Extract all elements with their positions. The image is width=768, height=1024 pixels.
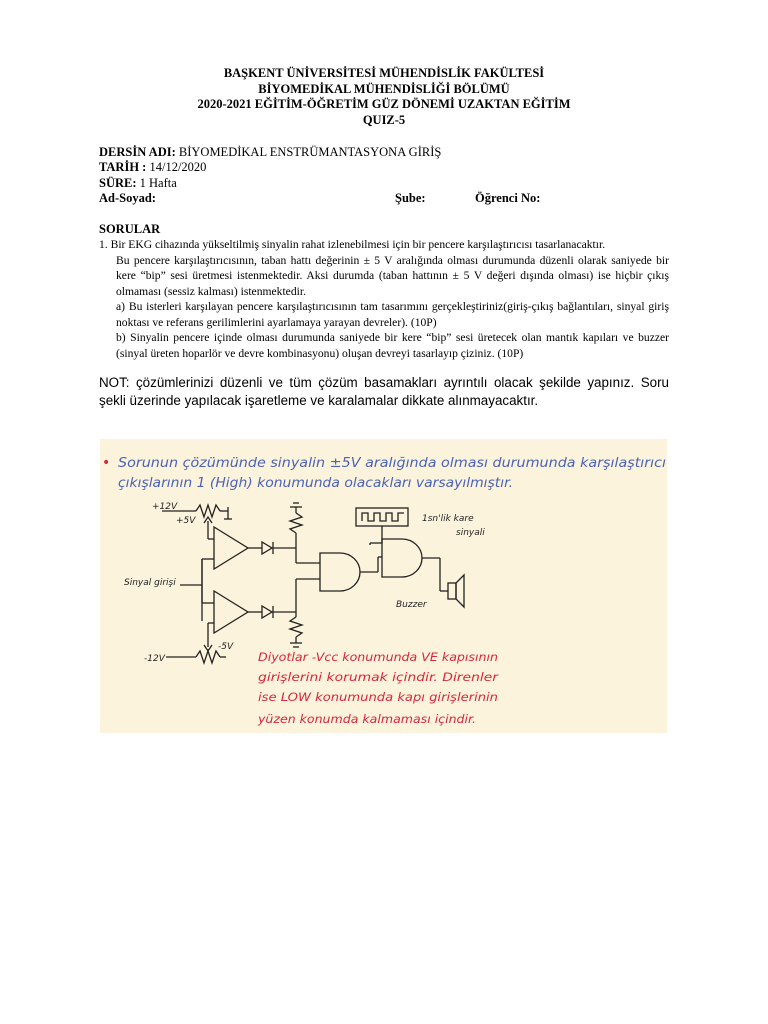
pulldown-resistor-upper: [290, 513, 302, 533]
answer-red-line-4: yüzen konumda kalmaması içindir.: [256, 712, 476, 726]
pulldown-resistor-lower: [290, 617, 302, 637]
answer-blue-line-1: Sorunun çözümünde sinyalin ±5V aralığında olması durumunda karşılaştırıcı: [118, 456, 667, 471]
label-square-wave-2: sinyali: [456, 528, 485, 538]
branch-label: Şube:: [395, 191, 426, 205]
header-quiz-title: QUIZ-5: [362, 112, 406, 127]
instructions-note: NOT: çözümlerinizi düzenli ve tüm çözüm basamakları ayrıntılı olacak şekilde yapınız. Soru şekli üzerinde yapılacak işaretleme ve karalamalar dikkate alınmayacaktır.: [99, 375, 669, 408]
and-gate-2: [382, 539, 422, 577]
course-value: BİYOMEDİKAL ENSTRÜMANTASYONA GİRİŞ: [175, 145, 442, 159]
answer-red-line-2: girişlerini korumak içindir. Direnler: [258, 670, 500, 684]
and-gate-1: [320, 553, 360, 591]
answer-bullet: •: [102, 455, 111, 471]
label-pos-12v: +12V: [152, 502, 178, 512]
buzzer-body: [448, 583, 456, 599]
neg-pot-resistor: [196, 651, 220, 663]
question-1-body: Bu pencere karşılaştırıcısının, taban hattı değerinin ± 5 V aralığında olması durumunda düzenli olarak saniyede bir kere “bip” sesi üretmesi istenmektedir. Aksi durumda (taban hattının ± 5 V değeri dışında olması) ise hiçbir çıkış olmaması (sessiz kalması) istenmektedir.: [116, 253, 669, 298]
student-no-label: Öğrenci No:: [475, 191, 541, 205]
question-1-intro: 1. Bir EKG cihazında yükseltilmiş sinyalin rahat izlenebilmesi için bir pencere karşılaştırıcısı tasarlanacaktır.: [99, 238, 606, 251]
square-wave-generator: [356, 508, 408, 526]
answer-red-line-1: Diyotlar -Vcc konumunda VE kapısının: [258, 650, 498, 664]
questions-heading: SORULAR: [99, 222, 161, 236]
document-header: [0, 66, 768, 128]
answer-red-line-3: ise LOW konumunda kapı girişlerinin: [258, 690, 498, 704]
duration-label: SÜRE:: [99, 175, 137, 190]
label-neg-12v: -12V: [144, 654, 165, 664]
label-square-wave: 1sn'lik kare: [422, 514, 474, 524]
label-signal-input: Sinyal girişi: [124, 578, 176, 588]
date-row: [99, 160, 441, 175]
exam-meta: [99, 145, 441, 191]
buzzer-cone: [456, 575, 464, 607]
header-department: BİYOMEDİKAL MÜHENDİSLİĞİ BÖLÜMÜ: [258, 81, 510, 96]
square-wave-symbol: [362, 513, 404, 521]
circuit-diagram: [162, 503, 464, 663]
label-pos-5v: +5V: [176, 516, 196, 526]
duration-row: [99, 176, 441, 191]
answer-drawing: [100, 439, 667, 733]
pos-pot-resistor: [196, 505, 220, 517]
question-1a: a) Bu isterleri karşılayan pencere karşılaştırıcısının tam tasarımını gerçekleştiriniz(giriş-çıkış bağlantıları, sinyal giriş noktası ve referans gerilimlerini ayarlamaya yarayan devreler). (10P): [116, 300, 669, 329]
label-buzzer: Buzzer: [396, 600, 427, 610]
diode-upper: [262, 542, 272, 554]
date-value: 14/12/2020: [146, 160, 207, 175]
course-label: DERSİN ADI:: [99, 145, 176, 159]
question-1b: b) Sinyalin pencere içinde olması durumunda saniyede bir kere “bip” sesi üretecek olan mantık kapıları ve buzzer (sinyal üreten hoparlör ve devre kombinasyonu) oluşan devreyi tasarlayıp çiziniz. (10P): [116, 331, 669, 360]
header-term: 2020-2021 EĞİTİM-ÖĞRETİM GÜZ DÖNEMİ UZAKTAN EĞİTİM: [197, 97, 571, 111]
diode-lower: [262, 606, 272, 618]
date-label: TARİH :: [99, 160, 147, 175]
label-neg-5v: -5V: [218, 642, 234, 652]
course-row: [99, 145, 441, 160]
answer-blue-line-2: çıkışlarının 1 (High) konumunda olacakları varsayılmıştır.: [118, 476, 513, 491]
handwritten-answer: [100, 439, 667, 733]
question-1: [99, 237, 669, 361]
duration-value: 1 Hafta: [136, 175, 177, 190]
name-label: Ad-Soyad:: [99, 191, 156, 205]
op-amp-upper: [214, 527, 248, 569]
header-university: BAŞKENT ÜNİVERSİTESİ MÜHENDİSLİK FAKÜLTESİ: [223, 66, 545, 80]
op-amp-lower: [214, 591, 248, 633]
